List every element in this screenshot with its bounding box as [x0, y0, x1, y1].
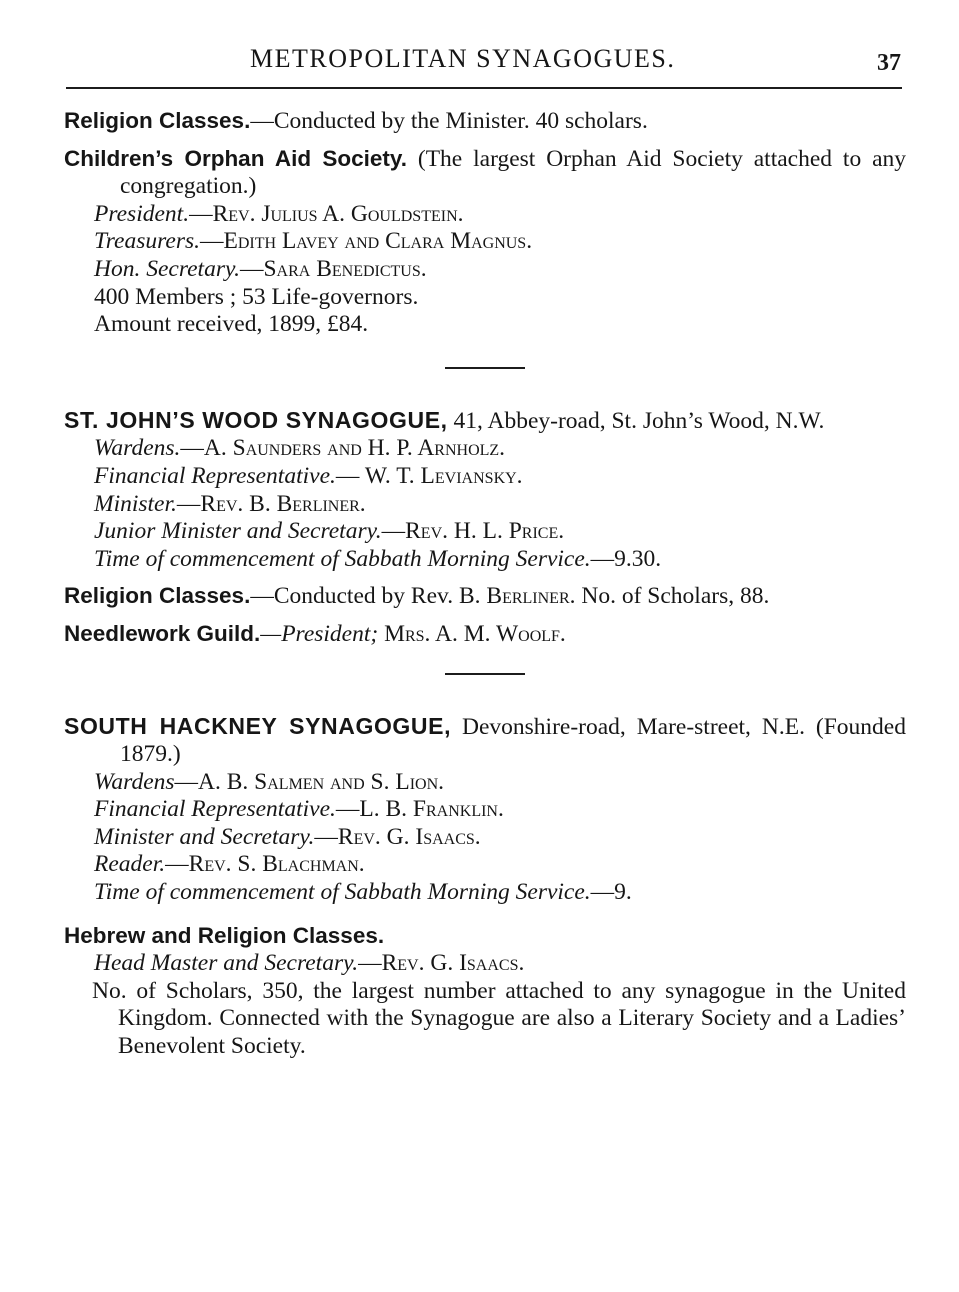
hebrew-classes-heading [64, 922, 906, 951]
synagogue-name: SOUTH HACKNEY SYNAGOGUE, [64, 712, 452, 739]
synagogue-heading [64, 713, 906, 769]
needlework-guild-entry [64, 620, 906, 649]
officer-role: Head Master and Secretary. [94, 950, 359, 977]
entry-heading: Hebrew and Religion Classes. [64, 922, 385, 948]
officer-name: —Rev. G. Isaacs. [314, 823, 481, 850]
officer-name: —A. B. Salmen and S. Lion. [174, 768, 445, 795]
officer-role: Minister. [94, 490, 177, 517]
entry-heading: Religion Classes. [64, 583, 251, 609]
officer-role: Treasurers. [94, 228, 200, 255]
officer-role: Minister and Secretary. [94, 823, 315, 850]
header-rule [66, 87, 902, 89]
officer-role: Wardens [94, 768, 175, 795]
service-time-label: Time of commencement of Sabbath Morning Service. [94, 545, 591, 572]
synagogue-address: 41, Abbey-road, St. John’s Wood, N.W. [447, 407, 825, 434]
orphan-aid-entry [64, 145, 906, 201]
synagogue-heading [64, 407, 906, 436]
officer-line [64, 851, 906, 879]
officer-line [64, 463, 906, 491]
entry-text-rest: No. of Scholars, 88. [575, 583, 770, 610]
officer-line [64, 518, 906, 546]
running-title: METROPOLITAN SYNAGOGUES. [250, 44, 676, 73]
scholars-paragraph: No. of Scholars, 350, the largest number attached to any synagogue in the United Kingdom. Connected with the Synagogue are also a Literary Society and a Ladies’ Benevolent Society. [92, 977, 906, 1060]
officer-name: —Rev. B. Berliner. [176, 490, 366, 517]
entry-name: Berliner. [486, 583, 576, 610]
amount-line: Amount received, 1899, £84. [94, 311, 369, 338]
officer-name: —Rev. S. Blachman. [165, 851, 365, 878]
running-head [0, 44, 959, 80]
service-time-label: Time of commencement of Sabbath Morning Service. [94, 879, 591, 906]
officer-role: Hon. Secretary. [94, 255, 240, 282]
officer-role: President. [94, 200, 190, 227]
entry-heading: Children’s Orphan Aid Society. [64, 145, 407, 171]
members-line: 400 Members ; 53 Life-governors. [94, 283, 419, 310]
entry-heading: Religion Classes. [64, 108, 251, 133]
officer-role: Reader. [94, 851, 166, 878]
officer-line [64, 256, 906, 284]
officer-line [64, 824, 906, 852]
officer-name: —A. Saunders and H. P. Arnholz. [180, 435, 506, 462]
service-time-line [64, 879, 906, 907]
synagogue-name: ST. JOHN’S WOOD SYNAGOGUE, [64, 406, 448, 433]
officer-name: —Rev. Julius A. Gouldstein. [189, 200, 464, 227]
officer-name: —Rev. H. L. Price. [381, 518, 565, 545]
officer-line [64, 435, 906, 463]
synagogue-address: Devonshire-road, Mare-street, N.E. (Founded 1879.) [120, 713, 906, 768]
entry-text: —Conducted by the Minister. 40 scholars. [250, 108, 648, 134]
service-time-value: —9.30. [590, 545, 662, 572]
page-content [64, 107, 906, 1061]
officer-role: Financial Representative. [94, 462, 336, 489]
officer-name: — W. T. Leviansky. [335, 462, 523, 489]
officer-name: —Rev. G. Isaacs. [358, 950, 525, 977]
religion-classes-entry [64, 582, 906, 611]
officer-line [64, 201, 906, 229]
page-number: 37 [877, 50, 901, 76]
officer-role: Wardens. [94, 435, 181, 462]
officer-role: Junior Minister and Secretary. [94, 518, 382, 545]
entry-text: (The largest Orphan Aid Society attached to any congregation.) [120, 145, 907, 200]
officer-name: —Sara Benedictus. [239, 255, 427, 282]
officer-line [64, 228, 906, 256]
religion-classes-entry [64, 107, 906, 136]
officer-name: Mrs. A. M. Woolf. [378, 620, 566, 647]
officer-name: —Edith Lavey and Clara Magnus. [200, 228, 533, 255]
entry-text: —Conducted by Rev. B. [250, 583, 487, 610]
officer-line [64, 950, 906, 978]
officer-line [64, 491, 906, 519]
officer-role: —President; [260, 620, 379, 647]
entry-heading: Needlework Guild. [64, 620, 261, 646]
service-time-line [64, 546, 906, 574]
officer-role: Financial Representative. [94, 796, 336, 823]
service-time-value: —9. [590, 879, 632, 906]
officer-line [64, 769, 906, 797]
officer-line [64, 796, 906, 824]
officer-name: —L. B. Franklin. [335, 796, 504, 823]
